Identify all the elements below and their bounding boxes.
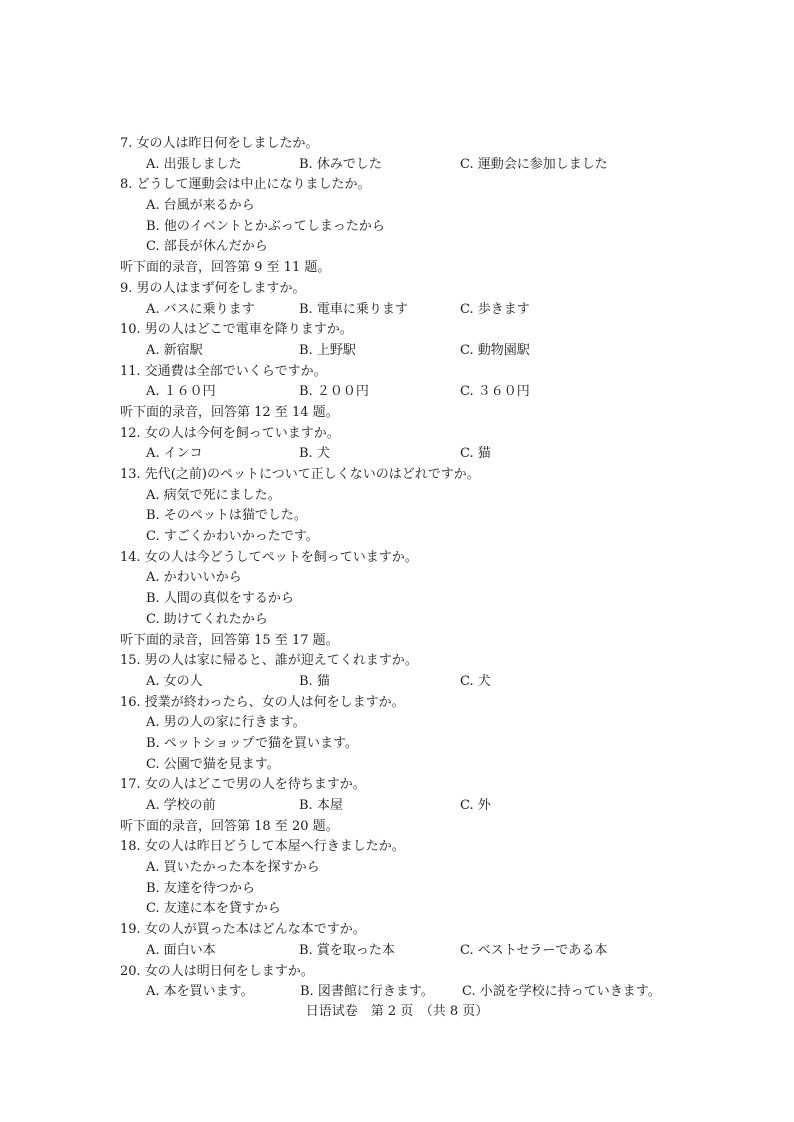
option-row <box>120 941 720 962</box>
option-row <box>120 672 720 693</box>
answer-option: C. 助けてくれたから <box>146 611 268 627</box>
question-text: 9. 男の人はまず何をしますか。 <box>120 280 306 296</box>
answer-option: A. 買いたかった本を探すから <box>146 860 320 876</box>
answer-option-a: A. 学校の前 <box>146 798 216 813</box>
answer-option: C. 友達に本を貸すから <box>146 901 281 917</box>
answer-option-a: A. １６０円 <box>146 384 216 400</box>
answer-option: B. 他のイベントとかぶってしまったから <box>146 218 385 234</box>
question-text: 14. 女の人は今どうしてペットを飼っていますか。 <box>120 549 418 565</box>
answer-option-a: A. 面白い本 <box>146 942 216 958</box>
page-footer <box>0 1001 794 1023</box>
question-text: 19. 女の人が買った本はどんな本ですか。 <box>120 922 366 938</box>
answer-option-b: B. 犬 <box>299 446 330 462</box>
option-row <box>120 444 720 465</box>
question-text: 18. 女の人は昨日どうして本屋へ行きましたか。 <box>120 839 405 855</box>
answer-option-c: C. 運動会に参加しました <box>460 156 608 172</box>
question-text: 10. 男の人はどこで電車を降りますか。 <box>120 322 353 338</box>
answer-option-b: B. 本屋 <box>299 798 343 813</box>
question-text: 17. 女の人はどこで男の人を待ちますか。 <box>120 777 366 793</box>
answer-option: A. 男の人の家に行きます。 <box>146 715 306 731</box>
question-text: 20. 女の人は明日何をしますか。 <box>120 963 314 979</box>
question-text: 7. 女の人は昨日何をしましたか。 <box>120 136 319 151</box>
answer-option-b: B. ２００円 <box>299 384 369 400</box>
answer-option-a: A. 本を買います。 <box>146 984 254 1000</box>
answer-option: A. 台風が来るから <box>146 198 255 214</box>
answer-option: B. 人間の真似をするから <box>146 591 294 607</box>
answer-option-a: A. 新宿駅 <box>146 342 203 358</box>
answer-option: A. 病気で死にました。 <box>146 487 281 503</box>
section-instruction: 听下面的录音，回答第 9 至 11 题。 <box>120 260 331 276</box>
answer-option-c: C. 犬 <box>460 673 491 689</box>
option-row <box>120 155 720 176</box>
option-row <box>120 300 720 321</box>
option-row <box>120 341 720 362</box>
page-footer-text: 日语试卷 第 2 页 （共 8 页） <box>305 1004 489 1019</box>
answer-option-b: B. 電車に乗ります <box>299 301 408 317</box>
section-instruction: 听下面的录音，回答第 12 至 14 题。 <box>120 404 339 420</box>
answer-option: C. 部長が休んだから <box>146 239 268 255</box>
answer-option: C. すごくかわいかったです。 <box>146 529 319 545</box>
answer-option: C. 公園で猫を見ます。 <box>146 756 280 772</box>
answer-option-b: B. 図書館に行きます。 <box>300 984 434 1000</box>
answer-option: B. 友達を待つから <box>146 880 255 896</box>
answer-option: B. ペットショップで猫を買います。 <box>146 735 358 751</box>
answer-option-a: A. 出張しました <box>146 156 242 172</box>
answer-option-a: A. 女の人 <box>146 673 203 689</box>
answer-option-b: B. 賞を取った本 <box>299 942 395 958</box>
question-text: 15. 男の人は家に帰ると、誰が迎えてくれますか。 <box>120 653 418 669</box>
answer-option-c: C. 猫 <box>460 446 491 462</box>
answer-option-b: B. 休みでした <box>299 156 382 172</box>
option-row <box>120 796 720 817</box>
question-text: 8. どうして運動会は中止になりましたか。 <box>120 177 371 193</box>
option-row <box>120 982 720 1003</box>
question-text: 16. 授業が終わったら、女の人は何をしますか。 <box>120 694 405 710</box>
answer-option-b: B. 上野駅 <box>299 342 356 358</box>
answer-option-a: A. インコ <box>146 446 203 462</box>
question-text: 12. 女の人は今何を飼っていますか。 <box>120 425 340 441</box>
answer-option-c: C. 歩きます <box>460 301 530 317</box>
answer-option-b: B. 猫 <box>299 673 330 689</box>
question-list <box>120 134 720 1003</box>
question-text: 11. 交通費は全部でいくらですか。 <box>120 363 327 379</box>
answer-option-c: C. ３６０円 <box>460 384 530 400</box>
answer-option-c: C. 小説を学校に持っていきます。 <box>462 984 661 1000</box>
answer-option-c: C. 動物園駅 <box>460 342 530 358</box>
section-instruction: 听下面的录音，回答第 18 至 20 题。 <box>120 818 339 834</box>
option-row <box>120 382 720 403</box>
section-instruction: 听下面的录音，回答第 15 至 17 题。 <box>120 632 339 648</box>
answer-option: B. そのペットは猫でした。 <box>146 508 307 524</box>
answer-option: A. かわいいから <box>146 570 242 586</box>
answer-option-c: C. 外 <box>460 798 491 813</box>
answer-option-a: A. バスに乗ります <box>146 301 255 317</box>
question-text: 13. 先代(之前)のペットについて正しくないのはどれですか。 <box>120 467 480 482</box>
answer-option-c: C. ベストセラーである本 <box>460 942 608 958</box>
